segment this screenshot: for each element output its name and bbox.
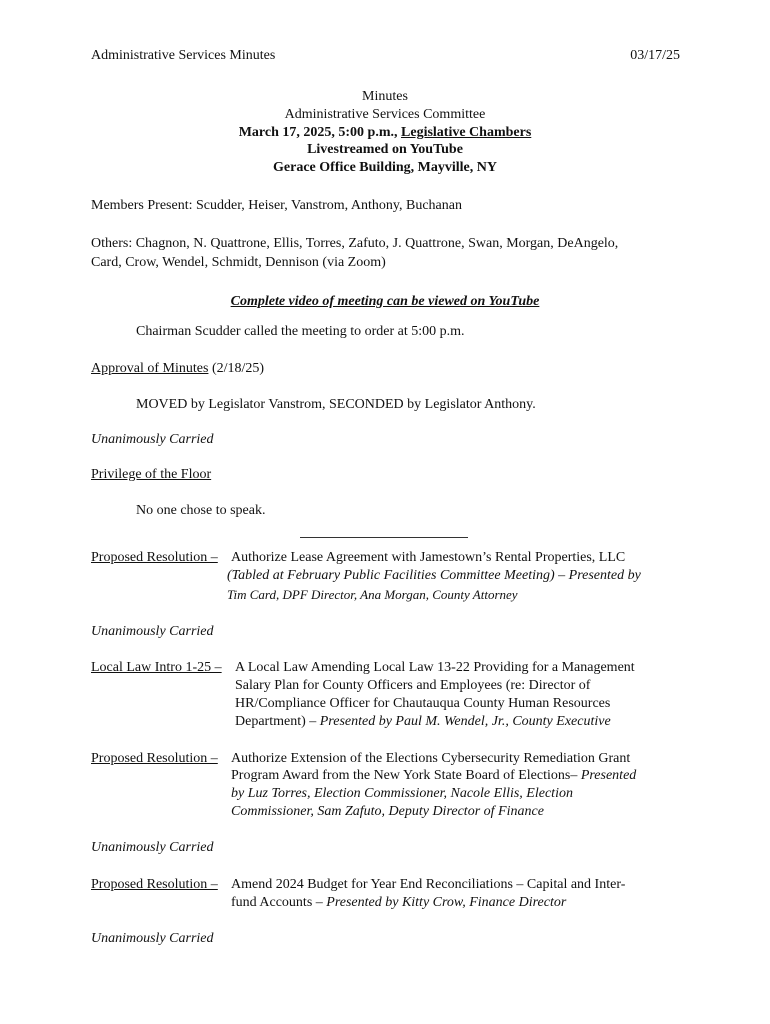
item-2-heading: Local Law Intro 1-25 – — [91, 660, 222, 675]
item-4-line-2 — [231, 895, 566, 911]
item-1-result: Unanimously Carried — [91, 624, 214, 639]
others-line-1: Others: Chagnon, N. Quattrone, Ellis, Torres, Zafuto, J. Quattrone, Swan, Morgan, DeAngelo, — [91, 236, 619, 251]
item-3-line-3: by Luz Torres, Election Commissioner, Nacole Ellis, Election — [231, 786, 573, 801]
item-1-heading: Proposed Resolution – — [91, 550, 218, 565]
approval-result: Unanimously Carried — [91, 432, 214, 447]
approval-heading-label: Approval of Minutes — [91, 361, 209, 376]
item-4-line-2-text: fund Accounts – — [231, 895, 327, 910]
title-minutes: Minutes — [362, 89, 408, 104]
item-1-line-2: (Tabled at February Public Facilities Committee Meeting) – Presented by — [227, 568, 641, 583]
item-3-heading: Proposed Resolution – — [91, 751, 218, 766]
item-4-line-1: Amend 2024 Budget for Year End Reconciliations – Capital and Inter- — [231, 877, 626, 892]
title-location-link[interactable]: Legislative Chambers — [401, 125, 532, 140]
item-3-line-4: Commissioner, Sam Zafuto, Deputy Director of Finance — [231, 804, 544, 819]
item-3-line-1: Authorize Extension of the Elections Cybersecurity Remediation Grant — [231, 751, 631, 766]
call-to-order: Chairman Scudder called the meeting to order at 5:00 p.m. — [136, 324, 465, 339]
members-present: Members Present: Scudder, Heiser, Vanstrom, Anthony, Buchanan — [91, 198, 462, 213]
item-2-line-2: Salary Plan for County Officers and Employees (re: Director of — [235, 678, 591, 693]
item-4-heading: Proposed Resolution – — [91, 877, 218, 892]
header-title: Administrative Services Minutes — [91, 48, 276, 63]
video-link[interactable]: Complete video of meeting can be viewed on YouTube — [230, 294, 540, 309]
approval-motion: MOVED by Legislator Vanstrom, SECONDED by Legislator Anthony. — [136, 397, 536, 412]
approval-date: (2/18/25) — [208, 361, 265, 376]
item-2-line-4 — [235, 714, 611, 730]
item-4-presenter: Presented by Kitty Crow, Finance Director — [326, 895, 567, 910]
item-4-result: Unanimously Carried — [91, 931, 214, 946]
item-2-line-3: HR/Compliance Officer for Chautauqua County Human Resources — [235, 696, 611, 711]
section-divider — [300, 537, 468, 538]
title-building: Gerace Office Building, Mayville, NY — [273, 160, 497, 175]
header-date: 03/17/25 — [630, 48, 680, 63]
item-3-line-2 — [231, 768, 636, 784]
item-1-line-3: Tim Card, DPF Director, Ana Morgan, County Attorney — [227, 587, 518, 602]
item-3-line-2-text: Program Award from the New York State Board of Elections– — [231, 768, 581, 783]
title-date-location — [0, 125, 770, 141]
approval-heading — [91, 361, 264, 377]
title-committee: Administrative Services Committee — [284, 107, 486, 122]
title-date: March 17, 2025, 5:00 p.m., — [238, 125, 402, 140]
privilege-heading: Privilege of the Floor — [91, 467, 212, 482]
privilege-text: No one chose to speak. — [136, 503, 266, 518]
item-2-line-1: A Local Law Amending Local Law 13-22 Providing for a Management — [235, 660, 635, 675]
item-2-line-4-text: Department) – — [235, 714, 320, 729]
item-2-presenter: Presented by Paul M. Wendel, Jr., County Executive — [319, 714, 611, 729]
item-3-result: Unanimously Carried — [91, 840, 214, 855]
others-line-2: Card, Crow, Wendel, Schmidt, Dennison (via Zoom) — [91, 255, 386, 270]
item-3-presented: Presented — [580, 768, 637, 783]
title-livestream: Livestreamed on YouTube — [307, 142, 463, 157]
item-1-line-1: Authorize Lease Agreement with Jamestown’s Rental Properties, LLC — [231, 550, 626, 565]
